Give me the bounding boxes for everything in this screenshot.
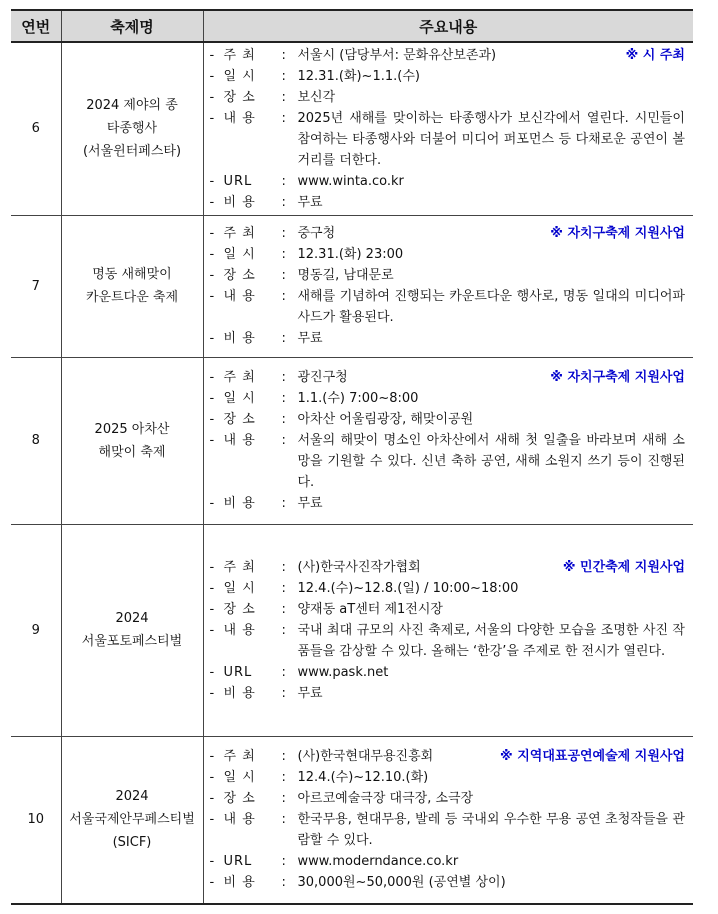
support-tag: ※ 지역대표공연예술제 지원사업 [500, 749, 685, 765]
bullet-dash: - [209, 601, 215, 617]
detail-label-desc: 내 용 [223, 812, 256, 828]
bullet-dash: - [209, 559, 215, 575]
detail-label-date: 일 시 [223, 770, 256, 786]
detail-label-desc: 내 용 [223, 289, 256, 304]
detail-label-date: 일 시 [223, 68, 256, 84]
detail-line-url [210, 851, 686, 872]
table-row [11, 736, 693, 904]
separator: : [281, 412, 286, 427]
detail-line-desc [210, 286, 686, 328]
detail-value-desc: 국내 최대 규모의 사진 축제로, 서울의 다양한 모습을 조명한 사진 작품들을 감상할 수 있다. 올해는 ‘한강’을 주제로 한 전시가 열린다. [297, 622, 685, 659]
detail-line-place [210, 788, 686, 809]
detail-label-date: 일 시 [223, 580, 256, 596]
separator: : [281, 173, 286, 189]
festival-table [11, 9, 693, 905]
bullet-dash: - [209, 685, 215, 701]
detail-label-host: 주 최 [223, 749, 256, 765]
separator: : [281, 812, 286, 828]
separator: : [281, 110, 286, 126]
row-number: 7 [11, 215, 61, 357]
bullet-dash: - [209, 749, 215, 765]
header-name: 축제명 [61, 10, 203, 42]
detail-line-date [210, 767, 686, 788]
detail-value-fee: 무료 [297, 496, 323, 511]
separator: : [281, 433, 286, 448]
support-tag: ※ 자치구축제 지원사업 [550, 226, 685, 241]
detail-value-date: 12.4.(수)~12.10.(화) [297, 770, 429, 786]
festival-name-line: 서울포토페스티벌 [81, 634, 183, 649]
detail-label-fee: 비 용 [223, 875, 256, 891]
bullet-dash: - [209, 791, 215, 807]
detail-line-place [210, 409, 686, 430]
separator: : [281, 247, 286, 262]
detail-value-date: 12.31.(화) 23:00 [297, 247, 404, 262]
detail-line-host [210, 557, 686, 578]
festival-name-line: 2024 [115, 789, 149, 805]
bullet-dash: - [209, 289, 215, 304]
detail-label-date: 일 시 [223, 391, 256, 406]
detail-value-fee: 30,000원~50,000원 (공연별 상이) [297, 875, 506, 891]
detail-value-place: 아차산 어울림광장, 해맞이공원 [297, 412, 474, 427]
detail-value-desc: 2025년 새해를 맞이하는 타종행사가 보신각에서 열린다. 시민들이 참여하는 타종행사와 더불어 미디어 퍼포먼스 등 다채로운 공연이 볼거리를 더한다. [297, 110, 685, 168]
detail-line-place [210, 599, 686, 620]
festival-name [61, 42, 203, 215]
separator: : [281, 226, 286, 241]
festival-name-line: (SICF) [112, 835, 152, 851]
row-number: 9 [11, 524, 61, 736]
bullet-dash: - [209, 47, 215, 63]
separator: : [281, 68, 286, 84]
separator: : [281, 664, 286, 680]
detail-value-url[interactable]: www.winta.co.kr [297, 173, 404, 189]
detail-line-url [210, 662, 686, 683]
festival-name [61, 524, 203, 736]
festival-details [203, 215, 693, 357]
detail-line-date [210, 388, 686, 409]
table-row [11, 524, 693, 736]
bullet-dash: - [209, 247, 215, 262]
bullet-dash: - [209, 580, 215, 596]
detail-line-host [210, 45, 686, 66]
festival-name-line: 카운트다운 축제 [85, 290, 179, 305]
festival-details [203, 736, 693, 904]
detail-label-host: 주 최 [223, 370, 256, 385]
festival-name-line: (서울윈터페스타) [82, 144, 182, 160]
detail-line-place [210, 87, 686, 108]
detail-value-place: 양재동 aT센터 제1전시장 [297, 601, 443, 617]
detail-value-desc: 한국무용, 현대무용, 발레 등 국내외 우수한 무용 공연 초청작들을 관람할 수 있다. [297, 812, 685, 849]
bullet-dash: - [209, 875, 215, 891]
separator: : [281, 875, 286, 891]
detail-line-host [210, 223, 686, 244]
bullet-dash: - [209, 331, 215, 346]
bullet-dash: - [209, 226, 215, 241]
detail-label-host: 주 최 [223, 47, 256, 63]
bullet-dash: - [209, 412, 215, 427]
detail-line-date [210, 578, 686, 599]
bullet-dash: - [209, 268, 215, 283]
detail-line-desc [210, 430, 686, 493]
row-number: 10 [11, 736, 61, 904]
detail-value-host: 중구청 [297, 226, 336, 241]
separator: : [281, 559, 286, 575]
separator: : [281, 580, 286, 596]
bullet-dash: - [209, 770, 215, 786]
detail-line-date [210, 244, 686, 265]
header-no: 연번 [11, 10, 61, 42]
separator: : [281, 601, 286, 617]
detail-label-url: URL [223, 664, 253, 680]
separator: : [281, 268, 286, 283]
detail-label-place: 장 소 [223, 268, 256, 283]
detail-line-host [210, 367, 686, 388]
table-row [11, 357, 693, 524]
bullet-dash: - [209, 173, 215, 189]
separator: : [281, 854, 286, 870]
table-row [11, 42, 693, 215]
festival-name-line: 2025 아차산 [94, 421, 170, 437]
detail-value-fee: 무료 [297, 194, 323, 210]
detail-value-date: 12.4.(수)~12.8.(일) / 10:00~18:00 [297, 580, 519, 596]
detail-value-date: 12.31.(화)~1.1.(수) [297, 68, 420, 84]
bullet-dash: - [209, 89, 215, 105]
detail-value-host: (사)한국사진작가협회 [297, 559, 421, 575]
bullet-dash: - [209, 194, 215, 210]
detail-line-desc [210, 809, 686, 851]
support-tag: ※ 시 주최 [625, 47, 685, 63]
detail-label-host: 주 최 [223, 226, 256, 241]
separator: : [281, 770, 286, 786]
bullet-dash: - [209, 622, 215, 638]
detail-value-date: 1.1.(수) 7:00~8:00 [297, 391, 419, 406]
detail-line-fee [210, 493, 686, 514]
detail-line-fee [210, 872, 686, 893]
header-content: 주요내용 [203, 10, 693, 42]
separator: : [281, 194, 286, 210]
detail-value-fee: 무료 [297, 331, 323, 346]
detail-label-fee: 비 용 [223, 331, 256, 346]
festival-name-line: 명동 새해맞이 [92, 267, 172, 282]
detail-label-fee: 비 용 [223, 194, 256, 210]
festival-name [61, 736, 203, 904]
detail-line-date [210, 66, 686, 87]
festival-name-line: 2024 [115, 611, 149, 626]
detail-label-desc: 내 용 [223, 433, 256, 448]
detail-value-fee: 무료 [297, 685, 323, 701]
detail-line-fee [210, 683, 686, 704]
festival-name-line: 2024 제야의 종 [86, 98, 178, 114]
separator: : [281, 791, 286, 807]
detail-value-desc: 서울의 해맞이 명소인 아차산에서 새해 첫 일출을 바라보며 새해 소망을 기원할 수 있다. 신년 축하 공연, 새해 소원지 쓰기 등이 진행된다. [297, 433, 685, 490]
detail-value-host: (사)한국현대무용진흥회 [297, 749, 434, 765]
detail-value-place: 아르코예술극장 대극장, 소극장 [297, 791, 474, 807]
detail-line-url [210, 171, 686, 192]
separator: : [281, 89, 286, 105]
separator: : [281, 749, 286, 765]
detail-value-host: 서울시 (담당부서: 문화유산보존과) [297, 47, 497, 63]
detail-value-place: 명동길, 남대문로 [297, 268, 394, 283]
festival-details [203, 524, 693, 736]
detail-label-desc: 내 용 [223, 110, 256, 126]
bullet-dash: - [209, 110, 215, 126]
separator: : [281, 391, 286, 406]
detail-line-desc [210, 108, 686, 171]
detail-value-url[interactable]: www.moderndance.co.kr [297, 854, 459, 870]
festival-name-line: 해맞이 축제 [98, 444, 166, 460]
separator: : [281, 370, 286, 385]
detail-line-fee [210, 328, 686, 349]
separator: : [281, 331, 286, 346]
support-tag: ※ 자치구축제 지원사업 [550, 370, 685, 385]
detail-value-place: 보신각 [297, 89, 336, 105]
separator: : [281, 496, 286, 511]
detail-value-host: 광진구청 [297, 370, 348, 385]
detail-line-desc [210, 620, 686, 662]
festival-name [61, 357, 203, 524]
detail-label-date: 일 시 [223, 247, 256, 262]
bullet-dash: - [209, 812, 215, 828]
detail-label-fee: 비 용 [223, 685, 256, 701]
row-number: 8 [11, 357, 61, 524]
detail-label-url: URL [223, 173, 253, 189]
detail-line-host [210, 746, 686, 767]
support-tag: ※ 민간축제 지원사업 [562, 559, 685, 575]
detail-value-url[interactable]: www.pask.net [297, 664, 389, 680]
festival-details [203, 42, 693, 215]
table-header-row [11, 10, 693, 42]
detail-label-place: 장 소 [223, 89, 256, 105]
detail-label-desc: 내 용 [223, 622, 256, 638]
table-row [11, 215, 693, 357]
detail-label-place: 장 소 [223, 791, 256, 807]
bullet-dash: - [209, 68, 215, 84]
bullet-dash: - [209, 391, 215, 406]
festival-name [61, 215, 203, 357]
detail-label-url: URL [223, 854, 253, 870]
detail-label-place: 장 소 [223, 601, 256, 617]
row-number: 6 [11, 42, 61, 215]
detail-label-host: 주 최 [223, 559, 256, 575]
detail-value-desc: 새해를 기념하여 진행되는 카운트다운 행사로, 명동 일대의 미디어파사드가 활용된다. [297, 289, 685, 325]
festival-details [203, 357, 693, 524]
detail-line-place [210, 265, 686, 286]
bullet-dash: - [209, 433, 215, 448]
bullet-dash: - [209, 854, 215, 870]
detail-label-fee: 비 용 [223, 496, 256, 511]
detail-label-place: 장 소 [223, 412, 256, 427]
separator: : [281, 622, 286, 638]
festival-name-line: 서울국제안무페스티벌 [69, 812, 195, 828]
separator: : [281, 685, 286, 701]
detail-line-fee [210, 192, 686, 213]
bullet-dash: - [209, 664, 215, 680]
separator: : [281, 289, 286, 304]
festival-name-line: 타종행사 [106, 121, 158, 137]
bullet-dash: - [209, 370, 215, 385]
bullet-dash: - [209, 496, 215, 511]
separator: : [281, 47, 286, 63]
